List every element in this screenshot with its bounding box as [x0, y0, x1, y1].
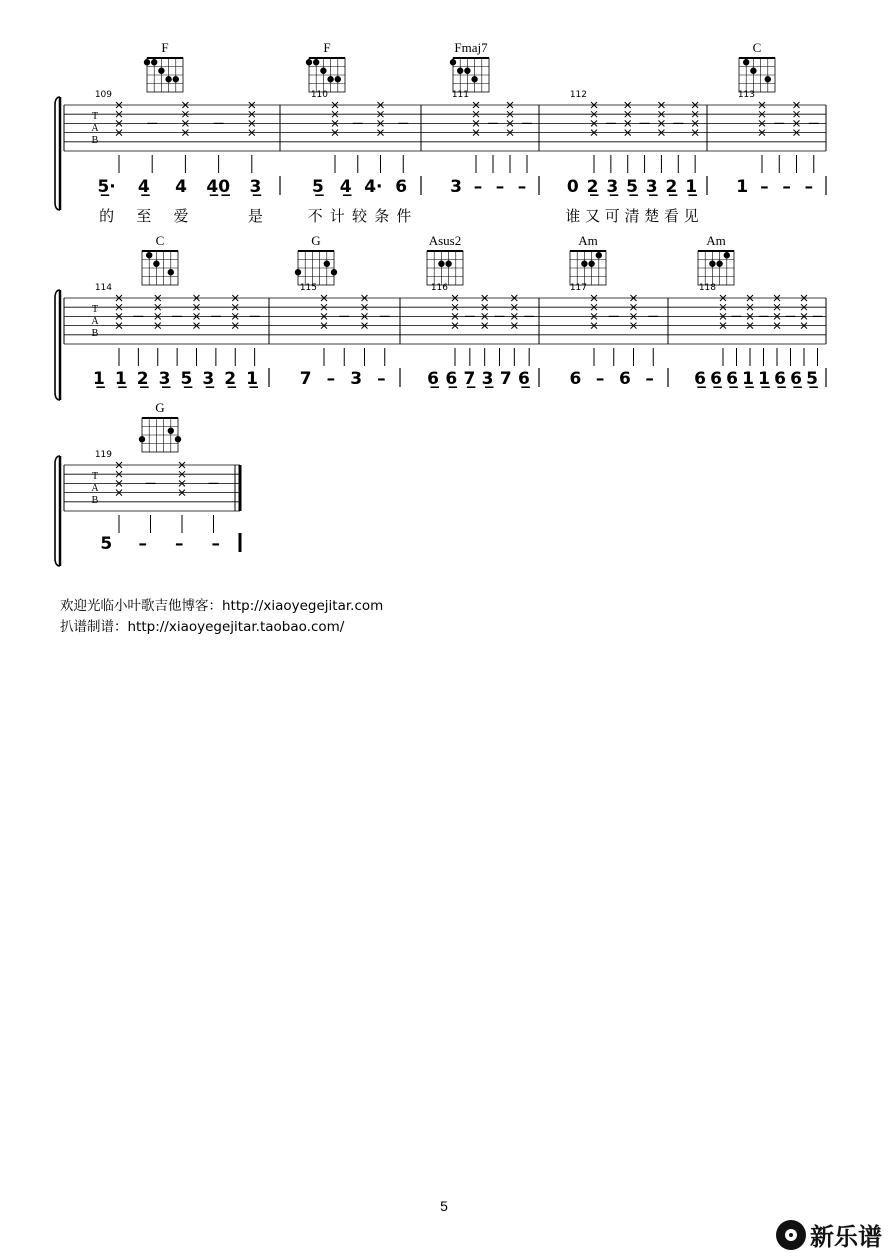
jianpu-note: 5̲: [626, 177, 638, 197]
jianpu-note: –: [517, 177, 527, 197]
measure-number: 118: [698, 283, 716, 293]
chord-finger-dot: [457, 68, 463, 74]
chord-finger-dot: [438, 261, 444, 267]
jianpu-note: 7̲: [463, 369, 476, 389]
jianpu-note: 3̲: [249, 177, 262, 197]
jianpu-note: –: [377, 369, 386, 389]
jianpu-note: 3: [350, 369, 363, 389]
jianpu-note: –: [760, 177, 769, 197]
chord-finger-dot: [335, 76, 341, 82]
jianpu-note: 6̲: [517, 369, 530, 389]
tab-clef-letter: T: [91, 471, 99, 482]
jianpu-note: 4: [175, 177, 187, 197]
tab-clef-letter: T: [91, 304, 99, 315]
jianpu-note: 2̲: [586, 177, 599, 197]
lyric-char: 见: [683, 207, 699, 225]
jianpu-note: 2̲: [665, 177, 678, 197]
chord-finger-dot: [158, 68, 164, 74]
jianpu-note: 5̲: [180, 369, 193, 389]
chord-finger-dot: [324, 261, 330, 267]
jianpu-note: 1̲: [114, 369, 127, 389]
lyric-char: 不: [307, 207, 323, 225]
jianpu-note: 2̲: [224, 369, 237, 389]
lyric-char: 可: [604, 207, 620, 225]
jianpu-note: 2̲: [136, 369, 149, 389]
jianpu-note: 6: [569, 369, 582, 389]
jianpu-note: –: [595, 369, 605, 389]
jianpu-note: 5̲: [806, 369, 818, 389]
tab-clef-letter: A: [91, 316, 99, 327]
measure-number: 112: [569, 90, 587, 100]
jianpu-note: 5: [100, 534, 113, 554]
chord-finger-dot: [724, 252, 730, 258]
chord-finger-dot: [743, 59, 749, 65]
page-number: 5: [440, 1198, 448, 1214]
lyric-char: 计: [329, 207, 345, 225]
chord-name: F: [161, 40, 169, 55]
lyric-char: 至: [136, 207, 152, 225]
jianpu-note: 6̲: [790, 369, 802, 389]
chord-finger-dot: [168, 428, 174, 434]
jianpu-note: 3̲: [158, 369, 171, 389]
lyric-char: 较: [351, 207, 368, 225]
jianpu-note: 3̲: [481, 369, 494, 389]
chord-finger-dot: [144, 59, 150, 65]
chord-name: C: [752, 40, 762, 55]
footer-shop-link[interactable]: 扒谱制谱：http://xiaoyegejitar.taobao.com/: [60, 619, 345, 635]
jianpu-note: 4̲0̲: [206, 177, 231, 197]
jianpu-note: 7: [499, 369, 512, 389]
chord-finger-dot: [139, 436, 145, 442]
chord-finger-dot: [750, 68, 756, 74]
jianpu-note: 6̲: [710, 369, 722, 389]
chord-finger-dot: [313, 59, 319, 65]
lyric-char: 件: [396, 207, 412, 225]
measure-number: 110: [310, 90, 328, 100]
jianpu-note: 5̲·: [97, 177, 116, 197]
jianpu-note: 0: [566, 177, 579, 197]
lyric-char: 是: [247, 207, 263, 225]
lyric-char: 清: [624, 207, 640, 225]
chord-finger-dot: [320, 68, 326, 74]
chord-finger-dot: [146, 252, 152, 258]
measure-number: 109: [94, 90, 112, 100]
jianpu-note: 1̲: [758, 369, 770, 389]
chord-finger-dot: [331, 269, 337, 275]
jianpu-note: 3̲: [645, 177, 658, 197]
lyric-char: 看: [663, 207, 679, 225]
jianpu-note: 1: [736, 177, 749, 197]
jianpu-note: 6: [395, 177, 408, 197]
chord-name: F: [323, 40, 331, 55]
jianpu-note: 3̲: [202, 369, 215, 389]
tab-clef-letter: A: [91, 483, 99, 494]
chord-name: Am: [578, 233, 598, 248]
jianpu-note: 4·: [364, 177, 383, 197]
jianpu-note: 4̲: [137, 177, 150, 197]
chord-finger-dot: [165, 76, 171, 82]
chord-finger-dot: [168, 269, 174, 275]
chord-finger-dot: [173, 76, 179, 82]
chord-name: G: [311, 233, 321, 248]
jianpu-note: –: [804, 177, 814, 197]
lyric-char: 的: [99, 207, 115, 225]
chord-finger-dot: [151, 59, 157, 65]
jianpu-note: –: [211, 534, 220, 554]
jianpu-note: –: [326, 369, 336, 389]
measure-number: 117: [569, 283, 587, 293]
jianpu-note: 4̲: [339, 177, 352, 197]
tab-clef-letter: A: [91, 123, 99, 134]
chord-finger-dot: [153, 261, 159, 267]
chord-finger-dot: [327, 76, 333, 82]
chord-finger-dot: [464, 68, 470, 74]
jianpu-note: –: [175, 534, 184, 554]
jianpu-note: 3̲: [606, 177, 619, 197]
measure-number: 111: [451, 90, 469, 100]
tab-clef-letter: B: [91, 135, 99, 146]
lyric-char: 谁: [565, 207, 581, 225]
lyric-char: 条: [374, 207, 390, 225]
jianpu-note: 7: [299, 369, 312, 389]
jianpu-note: 6: [618, 369, 631, 389]
tab-clef-letter: B: [91, 495, 99, 506]
tab-clef-letter: T: [91, 111, 99, 122]
lyric-char: 楚: [644, 207, 660, 225]
brand-text: 新乐谱: [810, 1223, 882, 1251]
chord-finger-dot: [450, 59, 456, 65]
chord-name: Asus2: [428, 233, 462, 248]
jianpu-note: 6̲: [427, 369, 440, 389]
chord-finger-dot: [175, 436, 181, 442]
jianpu-note: 6̲: [694, 369, 706, 389]
measure-number: 115: [299, 283, 317, 293]
jianpu-note: –: [138, 534, 147, 554]
jianpu-note: 1̲: [93, 369, 105, 389]
chord-name: G: [155, 400, 165, 415]
chord-finger-dot: [765, 76, 771, 82]
jianpu-note: 5̲: [311, 177, 324, 197]
chord-finger-dot: [445, 261, 451, 267]
chord-finger-dot: [295, 269, 301, 275]
chord-finger-dot: [581, 261, 587, 267]
lyric-char: 又: [585, 207, 601, 225]
chord-name: C: [155, 233, 165, 248]
jianpu-note: 6̲: [726, 369, 738, 389]
measure-number: 114: [94, 283, 112, 293]
chord-finger-dot: [709, 261, 715, 267]
chord-finger-dot: [306, 59, 312, 65]
jianpu-note: 6̲: [774, 369, 786, 389]
chord-finger-dot: [471, 76, 477, 82]
measure-number: 119: [94, 450, 112, 460]
jianpu-note: –: [495, 177, 505, 197]
lyric-char: 爱: [173, 207, 189, 225]
jianpu-note: 3: [450, 177, 462, 197]
jianpu-note: –: [473, 177, 483, 197]
vinyl-record-icon: [776, 1220, 806, 1250]
chord-name: Am: [706, 233, 726, 248]
jianpu-note: 1̲: [685, 177, 698, 197]
chord-name: Fmaj7: [454, 40, 488, 55]
brand-logo: [776, 1217, 882, 1252]
measure-number: 116: [430, 283, 448, 293]
jianpu-note: –: [645, 369, 654, 389]
jianpu-note: 1̲: [246, 369, 258, 389]
jianpu-note: –: [782, 177, 791, 197]
footer-blog-link[interactable]: 欢迎光临小叶歌吉他博客：http://xiaoyegejitar.com: [60, 598, 384, 614]
chord-finger-dot: [596, 252, 602, 258]
chord-finger-dot: [588, 261, 594, 267]
measure-number: 113: [737, 90, 755, 100]
jianpu-note: 1̲: [742, 369, 754, 389]
jianpu-note: 6̲: [445, 369, 458, 389]
chord-finger-dot: [716, 261, 722, 267]
tab-clef-letter: B: [91, 328, 99, 339]
